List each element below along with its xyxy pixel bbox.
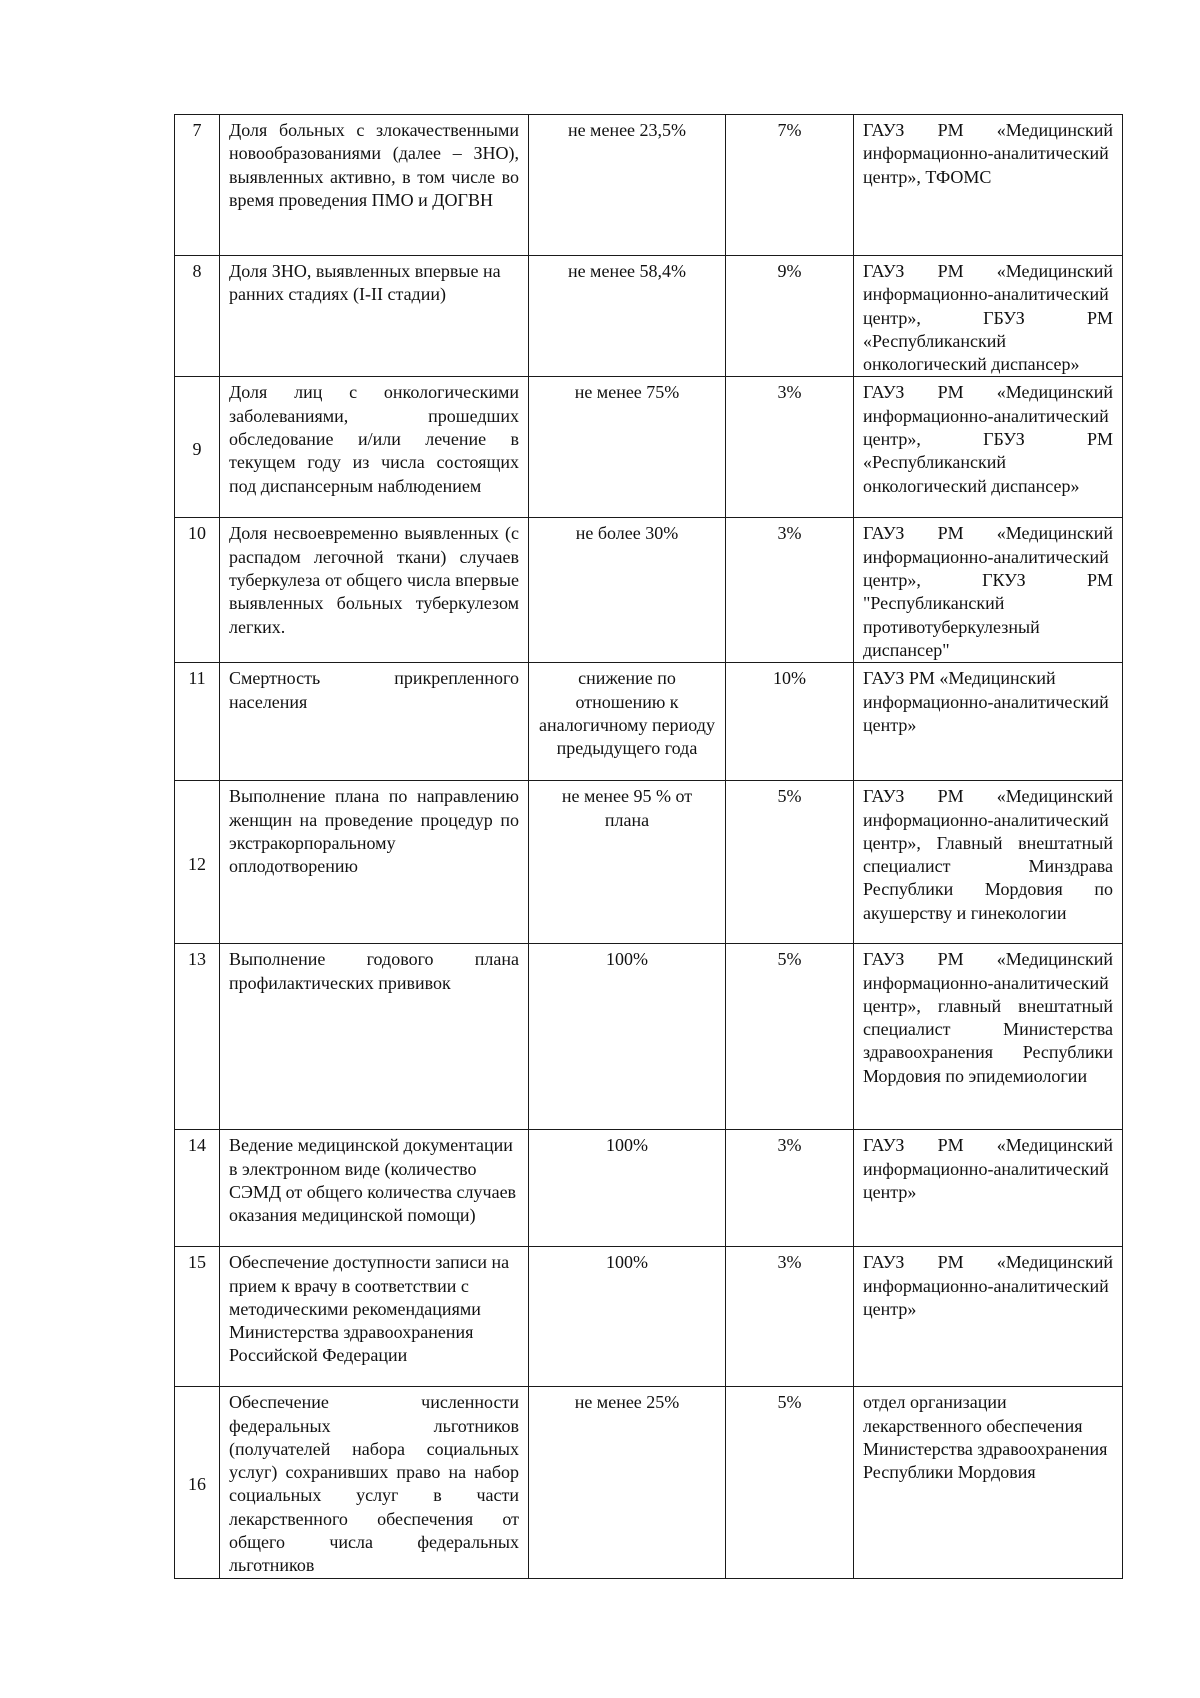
indicator-name: Обеспечение численности федеральных льготников (получателей набора социальных услуг) сохранивших право на набор социальных услуг в части лекарственного обеспечения от общего числа федеральных льготников [220,1387,529,1578]
target-value: не более 30% [529,518,726,663]
weight-value: 5% [726,944,854,1130]
responsible-party: ГАУЗ РМ «Медицинский информационно-аналитический центр» [854,1247,1123,1387]
table-row [175,1130,1123,1247]
indicator-name: Обеспечение доступности записи на прием к врачу в соответствии с методическими рекомендациями Министерства здравоохранения Российской Федерации [220,1247,529,1387]
weight-value: 3% [726,1130,854,1247]
row-number: 16 [175,1387,220,1578]
weight-value: 7% [726,115,854,256]
target-value: снижение по отношению к аналогичному периоду предыдущего года [529,663,726,781]
indicator-name: Выполнение плана по направлению женщин на проведение процедур по экстракорпоральному оплодотворению [220,781,529,944]
weight-value: 3% [726,377,854,518]
target-value: 100% [529,1247,726,1387]
target-value: не менее 75% [529,377,726,518]
row-number: 7 [175,115,220,256]
target-value: 100% [529,1130,726,1247]
target-value: не менее 58,4% [529,256,726,377]
weight-value: 10% [726,663,854,781]
table-row [175,781,1123,944]
table-row [175,256,1123,377]
table-row [175,944,1123,1130]
responsible-party: ГАУЗ РМ «Медицинский информационно-аналитический центр», главный внештатный специалист Министерства здравоохранения Республики Мордовия по эпидемиологии [854,944,1123,1130]
indicator-name: Выполнение годового плана профилактических прививок [220,944,529,1130]
weight-value: 3% [726,518,854,663]
table-row [175,1387,1123,1578]
indicator-name: Доля несвоевременно выявленных (с распадом легочной ткани) случаев туберкулеза от общего числа впервые выявленных больных туберкулезом легких. [220,518,529,663]
table-row [175,1247,1123,1387]
table-row [175,115,1123,256]
table-row [175,377,1123,518]
target-value: 100% [529,944,726,1130]
indicator-name: Смертность прикрепленного населения [220,663,529,781]
weight-value: 5% [726,1387,854,1578]
target-value: не менее 95 % от плана [529,781,726,944]
indicator-name: Ведение медицинской документации в электронном виде (количество СЭМД от общего количества случаев оказания медицинской помощи) [220,1130,529,1247]
row-number: 15 [175,1247,220,1387]
row-number: 13 [175,944,220,1130]
responsible-party: ГАУЗ РМ «Медицинский информационно-аналитический центр», ГБУЗ РМ «Республиканский онкологический диспансер» [854,256,1123,377]
row-number: 14 [175,1130,220,1247]
weight-value: 5% [726,781,854,944]
responsible-party: ГАУЗ РМ «Медицинский информационно-аналитический центр», ТФОМС [854,115,1123,256]
indicator-name: Доля больных с злокачественными новообразованиями (далее – ЗНО), выявленных активно, в том числе во время проведения ПМО и ДОГВН [220,115,529,256]
table-row [175,663,1123,781]
target-value: не менее 25% [529,1387,726,1578]
row-number: 10 [175,518,220,663]
responsible-party: ГАУЗ РМ «Медицинский информационно-аналитический центр», ГБУЗ РМ «Республиканский онкологический диспансер» [854,377,1123,518]
indicator-name: Доля ЗНО, выявленных впервые на ранних стадиях (I-II стадии) [220,256,529,377]
row-number: 9 [175,377,220,518]
responsible-party: ГАУЗ РМ «Медицинский информационно-аналитический центр» [854,663,1123,781]
table-row [175,518,1123,663]
responsible-party: ГАУЗ РМ «Медицинский информационно-аналитический центр» [854,1130,1123,1247]
responsible-party: ГАУЗ РМ «Медицинский информационно-аналитический центр», ГКУЗ РМ "Республиканский противотуберкулезный диспансер" [854,518,1123,663]
weight-value: 3% [726,1247,854,1387]
row-number: 12 [175,781,220,944]
indicators-table [174,114,1123,1579]
target-value: не менее 23,5% [529,115,726,256]
row-number: 11 [175,663,220,781]
responsible-party: отдел организации лекарственного обеспечения Министерства здравоохранения Республики Мордовия [854,1387,1123,1578]
responsible-party: ГАУЗ РМ «Медицинский информационно-аналитический центр», Главный внештатный специалист Минздрава Республики Мордовия по акушерству и гинекологии [854,781,1123,944]
indicator-name: Доля лиц с онкологическими заболеваниями, прошедших обследование и/или лечение в текущем году из числа состоящих под диспансерным наблюдением [220,377,529,518]
weight-value: 9% [726,256,854,377]
row-number: 8 [175,256,220,377]
